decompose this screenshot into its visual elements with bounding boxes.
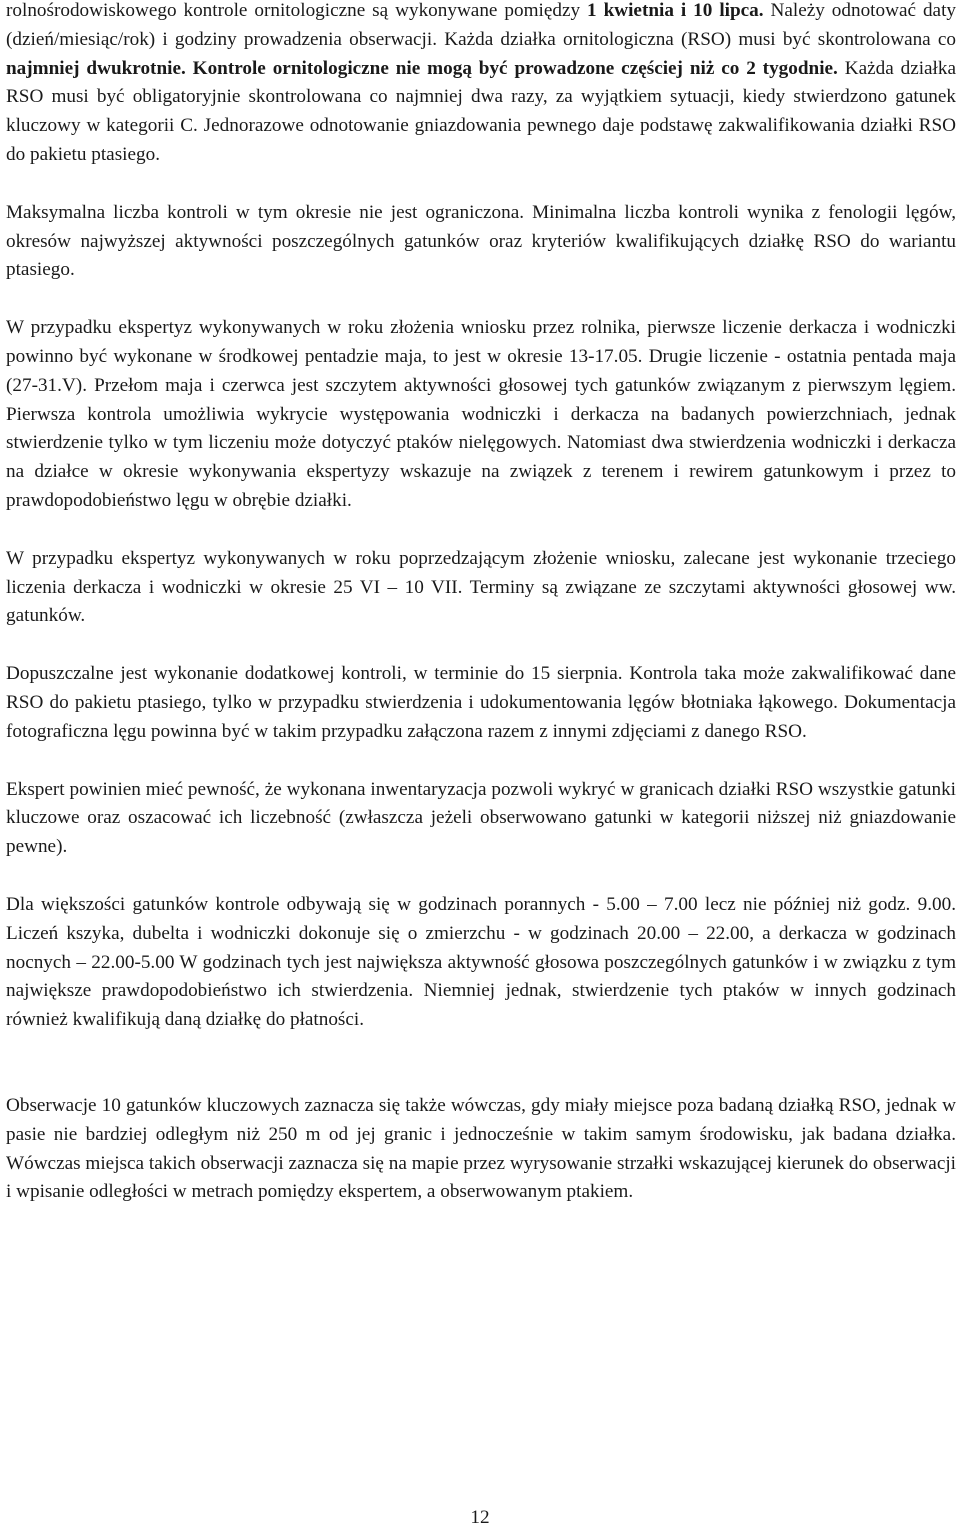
paragraph-inspection-period: [6, 0, 956, 170]
paragraph-additional-inspection: [6, 660, 956, 746]
paragraph-text-bold: najmniej dwukrotnie. Kontrole ornitologiczne nie mogą być prowadzone częściej niż co 2 tygodnie.: [6, 57, 838, 79]
paragraph-text: Każda działka RSO musi być obligatoryjnie skontrolowana co najmniej dwa razy, za wyjątkiem sytuacji, kiedy stwierdzono gatunek kluczowy w kategorii C. Jednorazowe odnotowanie gniazdowania pewnego daje podstawę zakwalifikowania działki RSO do pakietu ptasiego.: [6, 57, 956, 165]
paragraph-expert-certainty: [6, 776, 956, 862]
page-number: 12: [470, 1507, 490, 1528]
paragraph-text: W przypadku ekspertyz wykonywanych w roku poprzedzającym złożenie wniosku, zalecane jest wykonanie trzeciego liczenia derkacza i wodniczki w okresie 25 VI – 10 VII. Terminy są związane ze szczytami aktywności głosowej ww. gatunków.: [6, 547, 956, 627]
paragraph-previous-year-expertise: [6, 545, 956, 631]
paragraph-text: Dla większości gatunków kontrole odbywają się w godzinach porannych - 5.00 – 7.00 lecz nie później niż godz. 9.00. Liczeń kszyka, dubelta i wodniczki dokonuje się o zmierzchu - w godzinach 20.00 – 22.00, a derkacza w godzinach nocnych – 22.00-5.00 W godzinach tych jest największa aktywność głosowa poszczególnych gatunków i w związku z tym największe prawdopodobieństwo ich stwierdzenia. Niemniej jednak, stwierdzenie tych ptaków w innych godzinach również kwalifikują daną działkę do płatności.: [6, 893, 956, 1031]
paragraph-text: rolnośrodowiskowego kontrole ornitologiczne są wykonywane pomiędzy: [6, 0, 588, 21]
paragraph-inspection-hours: [6, 891, 956, 1035]
paragraph-text: Należy odnotować daty (dzień/miesiąc/rok) i godziny prowadzenia obserwacji. Każda działka ornitologiczna (RSO) musi być skontrolowana co: [6, 0, 956, 50]
paragraph-text: W przypadku ekspertyz wykonywanych w roku złożenia wniosku przez rolnika, pierwsze liczenie derkacza i wodniczki powinno być wykonane w środkowej pentadzie maja, to jest w okresie 13-17.05. Drugie liczenie - ostatnia pentada maja (27-31.V). Przełom maja i czerwca jest szczytem aktywności głosowej tych gatunków związanym z pierwszym lęgiem. Pierwsza kontrola umożliwia wykrycie występowania wodniczki i derkacza na badanych powierzchniach, jednak stwierdzenie tylko w tym liczeniu może dotyczyć ptaków nielęgowych. Natomiast dwa stwierdzenia wodniczki i derkacza na działce w okresie wykonywania ekspertyzy wskazuje na związek z terenem i rewirem gatunkowym i przez to prawdopodobieństwo lęgu w obrębie działki.: [6, 317, 956, 511]
paragraph-same-year-expertise: [6, 314, 956, 516]
paragraph-text: Ekspert powinien mieć pewność, że wykonana inwentaryzacja pozwoli wykryć w granicach działki RSO wszystkie gatunki kluczowe oraz oszacować ich liczebność (zwłaszcza jeżeli obserwowano gatunki w kategorii niższej niż gniazdowanie pewne).: [6, 778, 956, 858]
paragraph-text: Dopuszczalne jest wykonanie dodatkowej kontroli, w terminie do 15 sierpnia. Kontrola taka może zakwalifikować dane RSO do pakietu ptasiego, tylko w przypadku stwierdzenia i udokumentowania lęgów błotniaka łąkowego. Dokumentacja fotograficzna lęgu powinna być w takim przypadku załączona razem z innymi zdjęciami z danego RSO.: [6, 663, 956, 742]
paragraph-text: Maksymalna liczba kontroli w tym okresie nie jest ograniczona. Minimalna liczba kontroli wynika z fenologii lęgów, okresów najwyższej aktywności poszczególnych gatunków oraz kryteriów kwalifikujących działkę RSO do wariantu ptasiego.: [6, 201, 956, 281]
paragraph-text-bold: 1 kwietnia i 10 lipca.: [587, 0, 764, 21]
paragraph-max-inspections: [6, 199, 956, 285]
paragraph-text: Obserwacje 10 gatunków kluczowych zaznacza się także wówczas, gdy miały miejsce poza badaną działką RSO, jednak w pasie nie bardziej odległym niż 250 m od jej granic i jednocześnie w takim samym środowisku, jak badana działka. Wówczas miejsca takich obserwacji zaznacza się na mapie przez wyrysowanie strzałki wskazującej kierunek do obserwacji i wpisanie odległości w metrach pomiędzy ekspertem, a obserwowanym ptakiem.: [6, 1094, 956, 1203]
paragraph-outside-observations: [6, 1092, 956, 1207]
